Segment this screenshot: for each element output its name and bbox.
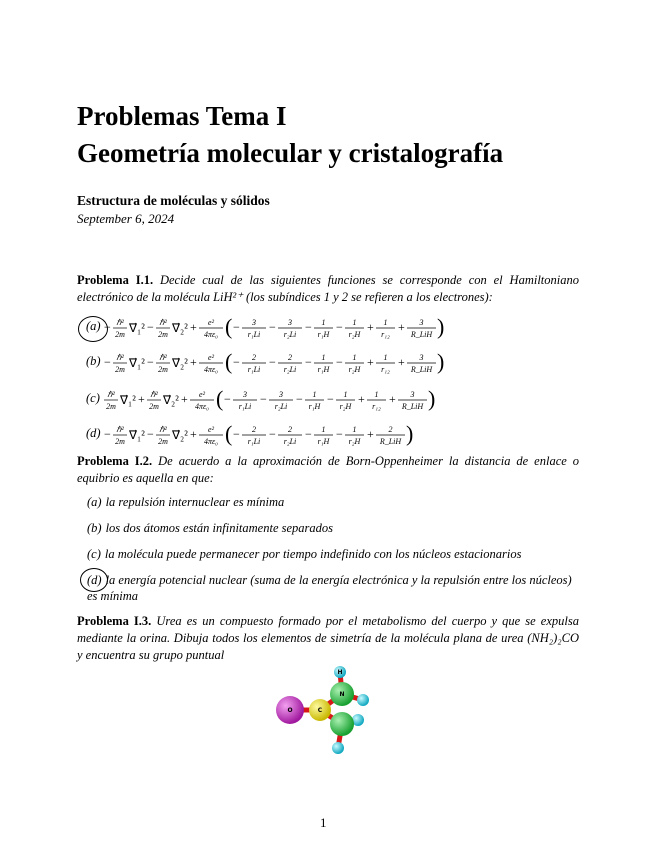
kinetic-coefficient-2-numerator: ℏ² — [159, 318, 167, 327]
sign: + — [138, 392, 145, 406]
sign: + — [367, 427, 374, 441]
sign: + — [367, 320, 374, 334]
laplacian-2: ∇⃗₂² — [163, 393, 179, 407]
potential-term-numerator: 2 — [288, 425, 292, 434]
kinetic-coefficient-2-denominator: 2m — [158, 365, 168, 374]
nitrogen-atom — [330, 712, 354, 736]
sign: − — [269, 427, 276, 441]
problem-2-option-a — [87, 494, 579, 510]
option-text: la repulsión internuclear es mínima — [105, 495, 285, 509]
potential-term-denominator: r₂Li — [283, 437, 297, 446]
potential-term-denominator: r₁Li — [247, 365, 261, 374]
potential-term-denominator: r₂Li — [283, 330, 297, 339]
potential-term-numerator: 1 — [343, 390, 348, 399]
coulomb-constant-denominator: 4πε₀ — [204, 365, 218, 374]
sign: − — [233, 355, 240, 369]
close-paren: ) — [437, 349, 445, 374]
option-text: los dos átomos están infinitamente separados — [105, 521, 334, 535]
kinetic-coefficient-1-denominator: 2m — [115, 330, 125, 339]
sign: − — [305, 355, 312, 369]
kinetic-coefficient-1-numerator: ℏ² — [116, 353, 124, 362]
hamiltonian-equation — [104, 383, 464, 417]
kinetic-coefficient-2-numerator: ℏ² — [159, 425, 167, 434]
potential-term-denominator: r₁Li — [238, 402, 252, 411]
kinetic-coefficient-1-denominator: 2m — [115, 437, 125, 446]
kinetic-coefficient-1-denominator: 2m — [115, 365, 125, 374]
problem-1-label: Problema I.1. — [77, 273, 154, 287]
open-paren: ( — [225, 421, 233, 446]
potential-term-numerator: 3 — [279, 390, 283, 399]
problem-3 — [77, 613, 579, 664]
close-paren: ) — [406, 421, 414, 446]
potential-term-denominator: R_LiH — [410, 365, 433, 374]
potential-term-denominator: r₂H — [348, 437, 361, 446]
potential-term-denominator: r₁H — [317, 365, 330, 374]
laplacian-2: ∇⃗₂² — [172, 356, 188, 370]
potential-term-numerator: 1 — [312, 390, 317, 399]
kinetic-coefficient-2-denominator: 2m — [149, 402, 159, 411]
hydrogen-atom — [357, 694, 369, 706]
selected-answer-circle-d — [80, 568, 108, 592]
kinetic-coefficient-2-numerator: ℏ² — [159, 353, 167, 362]
coulomb-constant-numerator: e² — [208, 318, 214, 327]
potential-term-denominator: r₂H — [348, 330, 361, 339]
sign: − — [296, 392, 303, 406]
sign: + — [358, 392, 365, 406]
sign: − — [260, 392, 267, 406]
coulomb-constant-denominator: 4πε₀ — [204, 330, 218, 339]
problem-1-option-label: (a) — [86, 319, 101, 333]
sign: + — [190, 320, 197, 334]
laplacian-2: ∇⃗₂² — [172, 428, 188, 442]
sign: − — [233, 427, 240, 441]
sign: − — [336, 427, 343, 441]
potential-term-denominator: r₁H — [308, 402, 321, 411]
sign: + — [190, 355, 197, 369]
hamiltonian-equation — [104, 311, 464, 345]
laplacian-1: ∇⃗₁² — [129, 356, 145, 370]
problem-2-option-b — [87, 520, 579, 536]
problem-1 — [77, 272, 579, 306]
sign: − — [104, 320, 111, 334]
coulomb-constant-numerator: e² — [199, 390, 205, 399]
problem-2 — [77, 453, 579, 487]
page-number: 1 — [320, 815, 327, 830]
kinetic-coefficient-1-denominator: 2m — [106, 402, 116, 411]
potential-term-denominator: r₂Li — [283, 365, 297, 374]
hamiltonian-equation — [104, 346, 464, 380]
problem-2-option-d — [87, 572, 579, 604]
option-label: (d) — [87, 573, 102, 587]
problem-2-statement: De acuerdo a la aproximación de Born-Oppenheimer la distancia de enlace o equibrio es aquella en que: — [77, 454, 580, 485]
potential-term-denominator: R_LiH — [379, 437, 402, 446]
potential-term-numerator: 1 — [352, 318, 357, 327]
sign: − — [327, 392, 334, 406]
coulomb-constant-denominator: 4πε₀ — [195, 402, 209, 411]
selected-answer-circle-a — [78, 316, 108, 342]
sign: + — [398, 355, 405, 369]
potential-term-denominator: r₂H — [339, 402, 352, 411]
laplacian-2: ∇⃗₂² — [172, 321, 188, 335]
open-paren: ( — [225, 314, 233, 339]
hydrogen-atom — [332, 742, 344, 754]
sign: − — [269, 355, 276, 369]
problem-3-label: Problema I.3. — [77, 614, 152, 628]
laplacian-1: ∇⃗₁² — [120, 393, 136, 407]
potential-term-numerator: 2 — [388, 425, 393, 434]
sign: + — [398, 320, 405, 334]
potential-term-denominator: r₁₂ — [381, 330, 390, 339]
kinetic-coefficient-1-numerator: ℏ² — [107, 390, 115, 399]
oxygen-label: O — [287, 707, 293, 714]
kinetic-coefficient-2-denominator: 2m — [158, 437, 168, 446]
coulomb-constant-numerator: e² — [208, 353, 214, 362]
sign: − — [147, 427, 154, 441]
laplacian-1: ∇⃗₁² — [129, 428, 145, 442]
potential-term-numerator: 2 — [252, 353, 256, 362]
problem-2-label: Problema I.2. — [77, 454, 153, 468]
potential-term-numerator: 2 — [288, 353, 292, 362]
potential-term-denominator: r₁₂ — [381, 365, 390, 374]
close-paren: ) — [428, 386, 436, 411]
sign: + — [367, 355, 374, 369]
sign: + — [389, 392, 396, 406]
option-text: la molécula puede permanecer por tiempo indefinido con los núcleos estacionarios — [104, 547, 522, 561]
title-line-1: Problemas Tema I — [77, 101, 287, 131]
hamiltonian-equation — [104, 418, 464, 452]
potential-term-numerator: 3 — [288, 318, 292, 327]
potential-term-denominator: R_LiH — [410, 330, 433, 339]
option-label: (c) — [87, 547, 101, 561]
sign: + — [190, 427, 197, 441]
open-paren: ( — [216, 386, 224, 411]
sign: − — [233, 320, 240, 334]
kinetic-coefficient-1-numerator: ℏ² — [116, 318, 124, 327]
sign: − — [305, 427, 312, 441]
coulomb-constant-denominator: 4πε₀ — [204, 437, 218, 446]
sign: − — [104, 427, 111, 441]
potential-term-numerator: 1 — [352, 425, 357, 434]
hydrogen-label: H — [337, 669, 343, 676]
laplacian-1: ∇⃗₁² — [129, 321, 145, 335]
title-line-2: Geometría molecular y cristalografía — [77, 138, 504, 168]
open-paren: ( — [225, 349, 233, 374]
potential-term-denominator: R_LiH — [401, 402, 424, 411]
sign: − — [147, 320, 154, 334]
potential-term-numerator: 3 — [419, 318, 424, 327]
potential-term-numerator: 1 — [374, 390, 379, 399]
potential-term-numerator: 1 — [352, 353, 357, 362]
page-title — [77, 98, 597, 172]
potential-term-numerator: 3 — [419, 353, 424, 362]
problem-1-option-label: (c) — [86, 391, 100, 405]
potential-term-numerator: 3 — [243, 390, 247, 399]
sign: − — [147, 355, 154, 369]
problem-1-statement: Decide cual de las siguientes funciones se corresponde con el Hamiltoniano electrónico de la molécula LiH²⁺ (los subíndices 1 y 2 se refieren a los electrones): — [77, 273, 579, 304]
problem-3-statement: Urea es un compuesto formado por el metabolismo del cuerpo y que se expulsa mediante la orina. Dibuja todos los elementos de simetría de la molécula plana de urea (NH₂)₂CO y encuentra su grupo puntual — [77, 614, 579, 662]
option-label: (a) — [87, 495, 102, 509]
potential-term-denominator: r₁Li — [247, 437, 261, 446]
sign: − — [305, 320, 312, 334]
problem-2-option-c — [87, 546, 579, 562]
problem-1-option-label: (d) — [86, 426, 101, 440]
sign: + — [181, 392, 188, 406]
potential-term-denominator: r₂H — [348, 365, 361, 374]
sign: − — [224, 392, 231, 406]
option-label: (b) — [87, 521, 102, 535]
potential-term-numerator: 2 — [252, 425, 256, 434]
potential-term-numerator: 3 — [252, 318, 256, 327]
sign: − — [104, 355, 111, 369]
option-text: la energía potencial nuclear (suma de la energía electrónica y la repulsión entre los núcleos) es mínima — [87, 573, 572, 603]
kinetic-coefficient-2-denominator: 2m — [158, 330, 168, 339]
sign: − — [269, 320, 276, 334]
potential-term-denominator: r₁₂ — [372, 402, 381, 411]
potential-term-denominator: r₁H — [317, 330, 330, 339]
potential-term-numerator: 1 — [321, 425, 326, 434]
nitrogen-label: N — [339, 691, 345, 698]
course-subtitle: Estructura de moléculas y sólidos — [77, 193, 270, 208]
coulomb-constant-numerator: e² — [208, 425, 214, 434]
kinetic-coefficient-2-numerator: ℏ² — [150, 390, 158, 399]
potential-term-denominator: r₂Li — [274, 402, 288, 411]
potential-term-numerator: 1 — [321, 318, 326, 327]
potential-term-numerator: 3 — [410, 390, 415, 399]
sign: − — [336, 320, 343, 334]
potential-term-numerator: 1 — [321, 353, 326, 362]
potential-term-denominator: r₁Li — [247, 330, 261, 339]
document-date: September 6, 2024 — [77, 211, 175, 226]
potential-term-denominator: r₁H — [317, 437, 330, 446]
urea-molecule-image — [270, 662, 380, 762]
carbon-label: C — [317, 707, 323, 714]
problem-1-option-label: (b) — [86, 354, 101, 368]
sign: − — [336, 355, 343, 369]
close-paren: ) — [437, 314, 445, 339]
kinetic-coefficient-1-numerator: ℏ² — [116, 425, 124, 434]
potential-term-numerator: 1 — [383, 353, 388, 362]
potential-term-numerator: 1 — [383, 318, 388, 327]
